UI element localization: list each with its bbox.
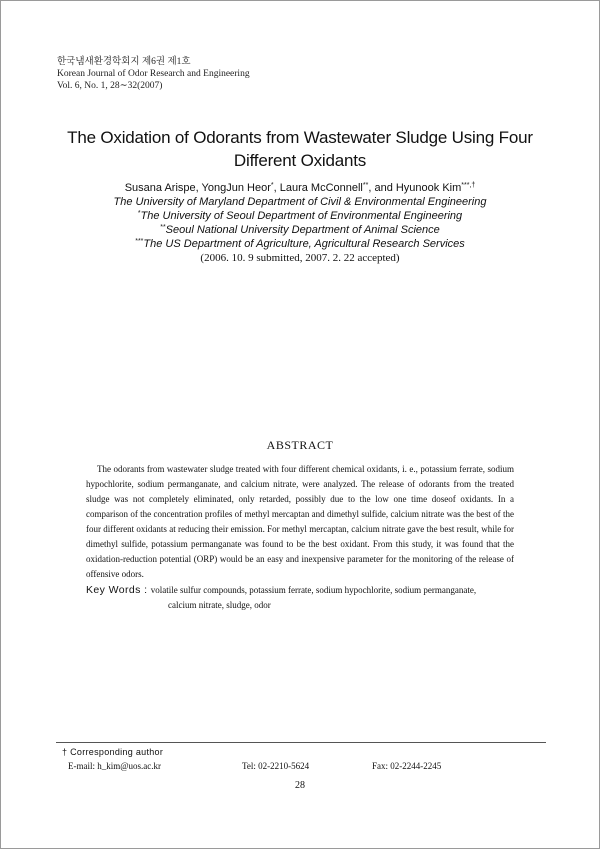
affiliation-4-mark: *** — [135, 238, 144, 245]
affiliation-3 — [40, 223, 560, 237]
affiliation-2-mark: * — [137, 210, 141, 217]
affiliation-1 — [40, 195, 560, 209]
title-line-1: The Oxidation of Odorants from Wastewater Sludge Using Four — [67, 128, 533, 147]
contact-email: E-mail: h_kim@uos.ac.kr — [68, 761, 162, 771]
affiliation-4-text: The US Department of Agriculture, Agricultural Research Services — [143, 238, 465, 250]
authors-block — [40, 181, 560, 265]
journal-korean-title: 한국냄새환경학회지 제6권 제1호 — [57, 57, 191, 67]
affiliation-2 — [40, 209, 560, 223]
author-3: , Laura McConnell — [273, 182, 363, 194]
author-list — [40, 181, 560, 195]
submission-dates: (2006. 10. 9 submitted, 2007. 2. 22 accepted) — [200, 252, 400, 264]
contact-tel: Tel: 02-2210-5624 — [242, 761, 310, 771]
journal-header — [57, 56, 250, 92]
footnote-divider — [56, 742, 546, 743]
author-4: , and Hyunook Kim — [368, 182, 462, 194]
affiliation-3-mark: ** — [160, 224, 166, 231]
author-3-mark: ** — [362, 182, 369, 189]
page-number: 28 — [295, 780, 305, 791]
affiliation-4 — [40, 237, 560, 251]
affiliation-2-text: The University of Seoul Department of Environmental Engineering — [140, 210, 463, 222]
author-2-mark: * — [270, 182, 274, 189]
keywords — [86, 583, 516, 613]
keywords-line-1 — [86, 583, 516, 598]
paper-title — [40, 126, 560, 172]
footnote — [62, 746, 542, 772]
journal-english-title: Korean Journal of Odor Research and Engineering — [57, 69, 250, 79]
affiliation-3-text: Seoul National University Department of Animal Science — [165, 224, 440, 236]
title-line-2: Different Oxidants — [233, 151, 367, 170]
keywords-label: Key Words : — [86, 584, 151, 596]
author-1: Susana Arispe, — [124, 182, 202, 194]
contact-details — [62, 760, 542, 772]
affiliation-1-text: The University of Maryland Department of Civil & Environmental Engineering — [113, 196, 487, 208]
author-2: YongJun Heor — [201, 182, 271, 194]
contact-fax: Fax: 02-2244-2245 — [372, 761, 442, 771]
author-4-mark: ***,† — [461, 182, 476, 189]
keywords-line-2: calcium nitrate, sludge, odor — [168, 600, 271, 610]
corresponding-author-label: † Corresponding author — [62, 747, 164, 757]
abstract-text: The odorants from wastewater sludge treated with four different chemical oxidants, i. e., potassium ferrate, sodium hypochlorite, sodium permanganate, and calcium nitrate, were analyzed. The release of odorants from the treated sludge was not completely eliminated, only retarded, possibly due to the low one time doseof oxidants. In a comparison of the concentration profiles of methyl mercaptan and dimethyl sulfide, calcium nitrate was the best of the four different oxidants at reducing their emission. For methyl mercaptan, calcium nitrate gave the best result, while for dimethyl sulfide, potassium permanganate was found to be the best oxidant. From this study, it was found that the oxidation-reduction potential (ORP) would be an easy and inexpensive parameter for the monitoring of the release of offensive odors. — [86, 464, 514, 579]
keywords-first: volatile sulfur compounds, potassium ferrate, sodium hypochlorite, sodium permanganate, — [150, 585, 477, 595]
journal-volume: Vol. 6, No. 1, 28∼32(2007) — [57, 81, 163, 91]
abstract-heading: ABSTRACT — [266, 438, 334, 452]
